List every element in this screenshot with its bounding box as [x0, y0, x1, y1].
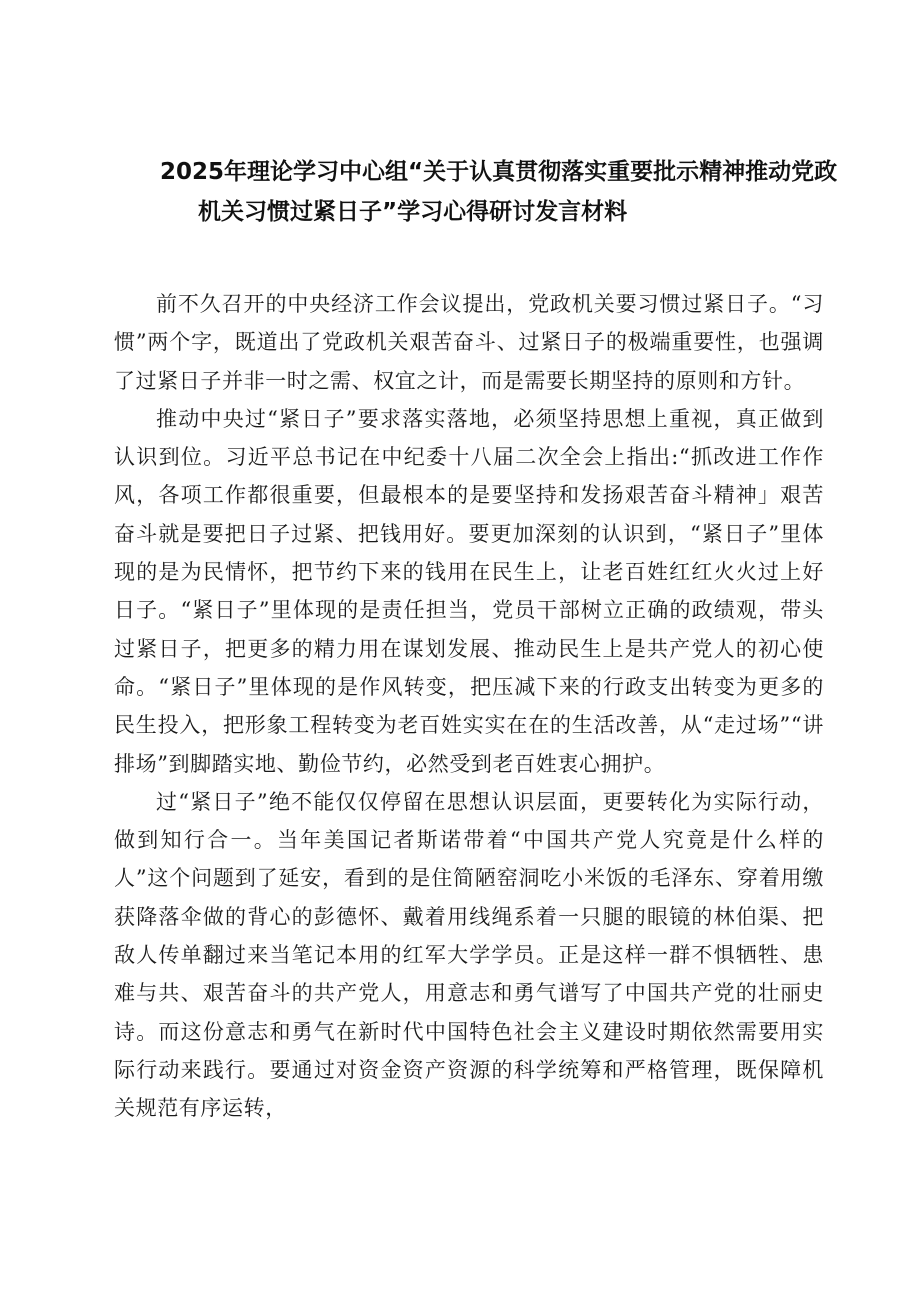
paragraph-3: 过“紧日子”绝不能仅仅停留在思想认识层面，更要转化为实际行动，做到知行合一。当年美国记者斯诺带着“中国共产党人究竟是什么样的人”这个问题到了延安，看到的是住简陋窑洞吃小米饭的毛泽东、穿着用缴获降落伞做的背心的彭德怀、戴着用线绳系着一只腿的眼镜的林伯渠、把敌人传单翻过来当笔记本用的红军大学学员。正是这样一群不惧牺牲、患难与共、艰苦奋斗的共产党人，用意志和勇气谱写了中国共产党的壮丽史诗。而这份意志和勇气在新时代中国特色社会主义建设时期依然需要用实际行动来践行。要通过对资金资产资源的科学统筹和严格管理，既保障机关规范有序运转， — [114, 789, 824, 1121]
paragraph-2: 推动中央过“紧日子”要求落实落地，必须坚持思想上重视，真正做到认识到位。习近平总书记在中纪委十八届二次全会上指出:“抓改进工作作风，各项工作都很重要，但最根本的是要坚持和发扬艰苦奋斗精神」艰苦奋斗就是要把日子过紧、把钱用好。要更加深刻的认识到，“紧日子”里体现的是为民情怀，把节约下来的钱用在民生上，让老百姓红红火火过上好日子。“紧日子”里体现的是责任担当，党员干部树立正确的政绩观，带头过紧日子，把更多的精力用在谋划发展、推动民生上是共产党人的初心使命。“紧日子”里体现的是作风转变，把压减下来的行政支出转变为更多的民生投入，把形象工程转变为老百姓实实在在的生活改善，从“走过场”“讲排场”到脚踏实地、勤俭节约，必然受到老百姓衷心拥护。 — [114, 406, 824, 776]
title-line-1: 2025年理论学习中心组“关于认真贯彻落实重要批示精神推动党政 — [160, 159, 838, 185]
paragraph-1: 前不久召开的中央经济工作会议提出，党政机关要习惯过紧日子。“习惯”两个字，既道出了党政机关艰苦奋斗、过紧日子的极端重要性，也强调了过紧日子并非一时之需、权宜之计，而是需要长期坚持的原则和方针。 — [114, 292, 824, 393]
title-line-2: 机关习惯过紧日子”学习心得研讨发言材料 — [198, 199, 628, 225]
document-body — [114, 285, 824, 1128]
document-title — [140, 152, 840, 232]
